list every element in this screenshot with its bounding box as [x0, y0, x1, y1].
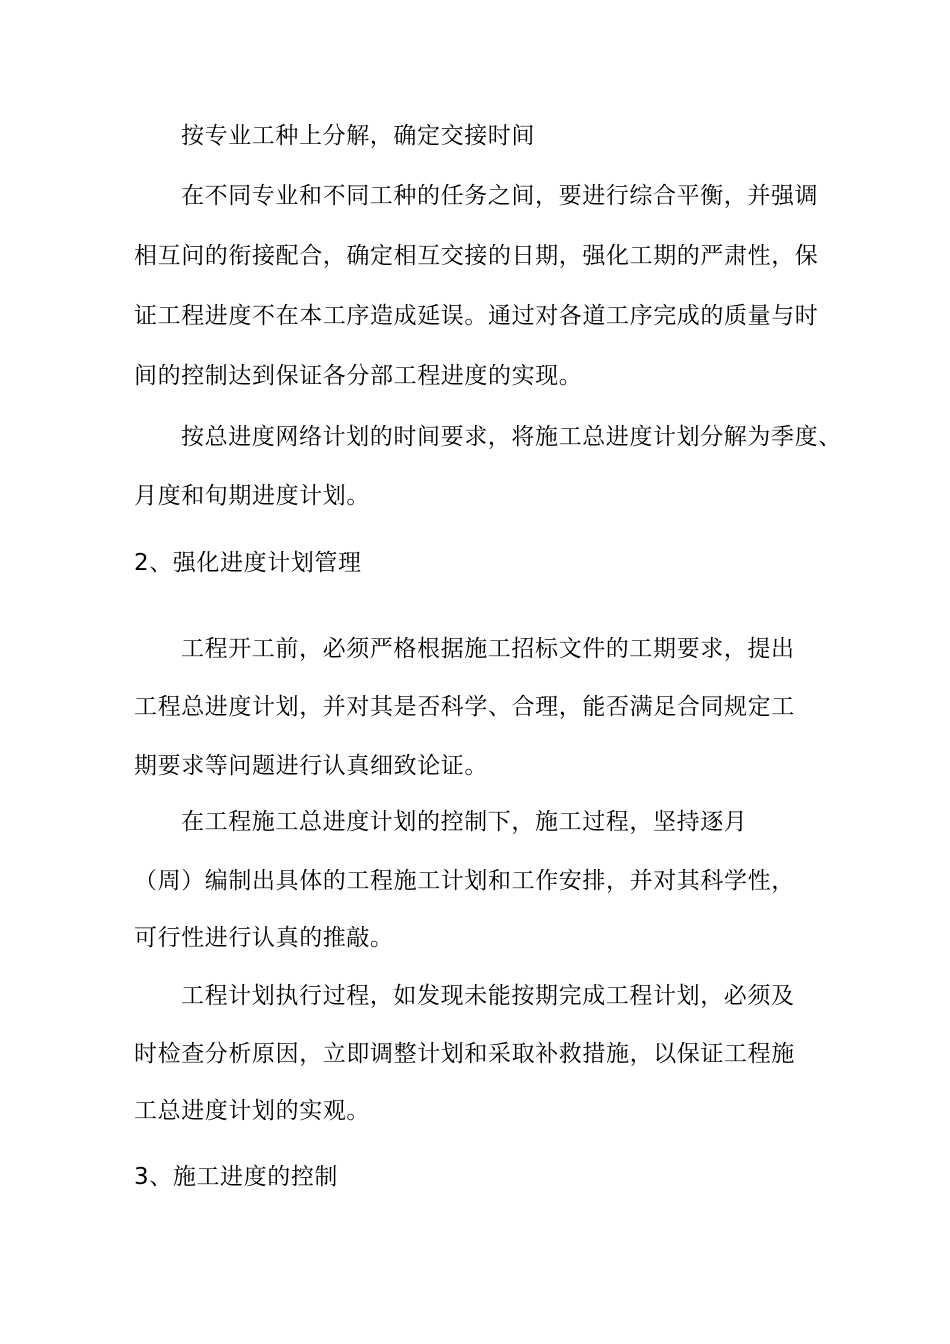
- paragraph-4-line-2: 工程总进度计划，并对其是否科学、合理，能否满足合同规定工: [134, 694, 795, 720]
- paragraph-2-line-2: 相互问的衔接配合，确定相互交接的日期，强化工期的严肃性，保: [134, 243, 819, 269]
- paragraph-5-line-2: （周）编制出具体的工程施工计划和工作安排，并对其科学性，: [134, 868, 795, 894]
- paragraph-2-line-3: 证工程进度不在本工序造成延误。通过对各道工序完成的质量与时: [134, 303, 819, 329]
- paragraph-6-line-3: 工总进度计划的实观。: [134, 1098, 370, 1124]
- paragraph-2-line-4: 间的控制达到保证各分部工程进度的实现。: [134, 363, 583, 389]
- section-heading-3: 3、施工进度的控制: [134, 1164, 339, 1190]
- paragraph-3-line-1: 按总进度网络计划的时间要求，将施工总进度计划分解为季度、: [181, 424, 842, 450]
- paragraph-6-line-1: 工程计划执行过程，如发现未能按期完成工程计划，必须及: [181, 983, 795, 1009]
- paragraph-6-line-2: 时检查分析原因，立即调整计划和采取补救措施，以保证工程施: [134, 1041, 795, 1067]
- paragraph-5-line-1: 在工程施工总进度计划的控制下，施工过程，坚持逐月: [181, 809, 748, 835]
- paragraph-1-line-1: 按专业工种上分解，确定交接时间: [181, 123, 535, 149]
- section-heading-2: 2、强化进度计划管理: [134, 550, 362, 576]
- paragraph-4-line-3: 期要求等问题进行认真细致论证。: [134, 753, 488, 779]
- paragraph-3-line-2: 月度和旬期进度计划。: [134, 483, 370, 509]
- paragraph-2-line-1: 在不同专业和不同工种的任务之间，要进行综合平衡，并强调: [181, 183, 819, 209]
- paragraph-4-line-1: 工程开工前，必须严格根据施工招标文件的工期要求，提出: [181, 636, 795, 662]
- paragraph-5-line-3: 可行性进行认真的推敲。: [134, 925, 394, 951]
